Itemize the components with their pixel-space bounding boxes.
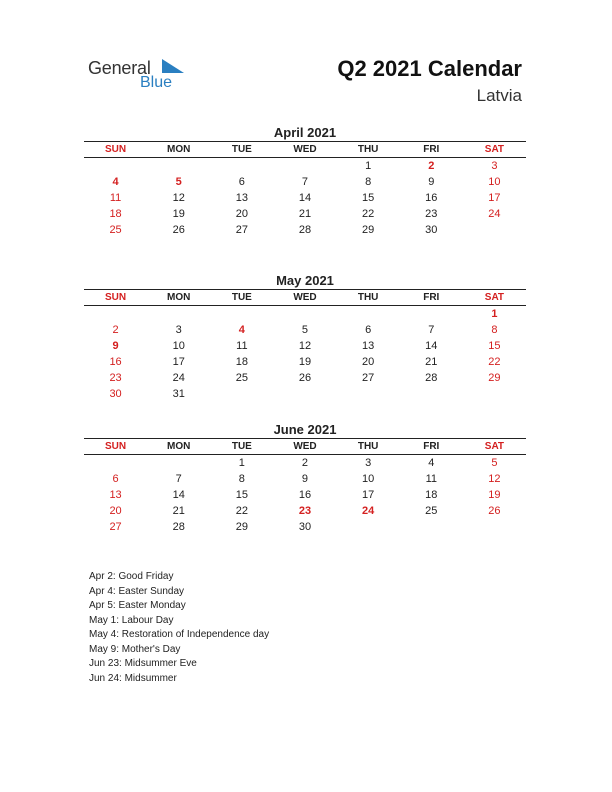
day-cell: 20 xyxy=(109,505,122,517)
day-cell: 25 xyxy=(235,372,248,384)
empty-day-cell xyxy=(337,306,400,323)
holiday-item: Jun 23: Midsummer Eve xyxy=(89,658,197,669)
weekday-header: SUN xyxy=(84,142,147,158)
empty-day-cell xyxy=(463,519,526,535)
day-cell: 18 xyxy=(109,208,122,220)
day-cell: 24 xyxy=(362,505,375,517)
weekday-header: SUN xyxy=(84,439,147,455)
day-cell: 21 xyxy=(425,356,438,368)
month-april xyxy=(84,125,526,238)
day-cell: 11 xyxy=(109,192,122,204)
empty-day-cell xyxy=(273,158,336,175)
weekday-header: FRI xyxy=(400,290,463,306)
day-cell: 25 xyxy=(425,505,438,517)
holiday-item: Apr 4: Easter Sunday xyxy=(89,585,185,597)
day-cell: 5 xyxy=(175,176,182,188)
day-cell: 7 xyxy=(428,324,435,336)
day-cell: 23 xyxy=(109,372,122,384)
weekday-header: MON xyxy=(147,439,210,455)
week-row xyxy=(84,306,526,323)
day-cell: 17 xyxy=(362,489,375,501)
day-cell: 19 xyxy=(298,356,312,368)
holiday-item: May 1: Labour Day xyxy=(89,614,174,626)
holiday-item: Apr 2: Good Friday xyxy=(89,571,174,582)
holiday-item: Apr 5: Easter Monday xyxy=(89,600,186,611)
day-cell: 18 xyxy=(425,489,438,501)
day-cell: 12 xyxy=(298,340,312,352)
day-cell: 22 xyxy=(235,505,248,517)
day-cell: 11 xyxy=(236,340,248,352)
day-cell: 22 xyxy=(488,356,501,368)
day-cell: 1 xyxy=(491,308,498,320)
day-cell: 3 xyxy=(491,160,498,172)
empty-day-cell xyxy=(463,386,526,402)
week-row xyxy=(84,158,526,175)
month-june xyxy=(84,422,526,535)
holiday-item: Jun 24: Midsummer xyxy=(89,672,177,684)
weekday-header: SAT xyxy=(463,142,526,158)
empty-day-cell xyxy=(147,455,210,472)
weekday-header: TUE xyxy=(210,439,273,455)
day-cell: 28 xyxy=(172,521,185,533)
logo xyxy=(88,56,198,96)
weekday-header: THU xyxy=(337,142,400,158)
weekday-header: SAT xyxy=(463,290,526,306)
day-cell: 29 xyxy=(235,521,248,533)
day-cell: 19 xyxy=(172,208,185,220)
empty-day-cell xyxy=(84,158,147,175)
day-cell: 27 xyxy=(109,521,122,533)
day-cell: 9 xyxy=(428,176,435,188)
empty-day-cell xyxy=(147,306,210,323)
day-cell: 30 xyxy=(425,224,438,236)
empty-day-cell xyxy=(210,158,273,175)
week-row xyxy=(84,503,526,519)
empty-day-cell xyxy=(84,306,147,323)
day-cell: 3 xyxy=(365,457,372,469)
day-cell: 10 xyxy=(362,473,375,485)
day-cell: 21 xyxy=(172,505,185,517)
day-cell: 15 xyxy=(362,192,375,204)
day-cell: 9 xyxy=(112,340,119,352)
empty-day-cell xyxy=(273,306,336,323)
day-cell: 27 xyxy=(362,372,375,384)
calendar-grid xyxy=(84,289,526,402)
day-cell: 5 xyxy=(491,457,498,469)
weekday-header: FRI xyxy=(400,142,463,158)
day-cell: 13 xyxy=(109,489,122,501)
empty-day-cell xyxy=(273,386,336,402)
weekday-header: WED xyxy=(273,142,336,158)
week-row xyxy=(84,370,526,386)
weekday-header: FRI xyxy=(400,439,463,455)
day-cell: 24 xyxy=(488,208,501,220)
day-cell: 23 xyxy=(298,505,312,517)
empty-day-cell xyxy=(400,386,463,402)
week-row xyxy=(84,190,526,206)
empty-day-cell xyxy=(84,455,147,472)
calendar-grid xyxy=(84,141,526,238)
day-cell: 30 xyxy=(109,388,122,400)
day-cell: 7 xyxy=(175,473,182,485)
day-cell: 26 xyxy=(298,372,312,384)
day-cell: 1 xyxy=(365,160,372,172)
empty-day-cell xyxy=(400,519,463,535)
week-row xyxy=(84,487,526,503)
day-cell: 10 xyxy=(488,176,501,188)
day-cell: 14 xyxy=(298,192,312,204)
day-cell: 28 xyxy=(425,372,438,384)
calendar-grid xyxy=(84,438,526,535)
day-cell: 13 xyxy=(362,340,375,352)
day-cell: 16 xyxy=(109,356,122,368)
day-cell: 1 xyxy=(238,457,245,469)
day-cell: 4 xyxy=(112,176,119,188)
empty-day-cell xyxy=(400,306,463,323)
day-cell: 2 xyxy=(301,457,309,469)
month-title: June 2021 xyxy=(273,422,337,437)
day-cell: 21 xyxy=(298,208,312,220)
logo-triangle-icon xyxy=(162,59,184,73)
week-row xyxy=(84,222,526,238)
day-cell: 3 xyxy=(175,324,182,336)
empty-day-cell xyxy=(210,386,273,402)
weekday-header: THU xyxy=(337,439,400,455)
day-cell: 8 xyxy=(491,324,498,336)
day-cell: 26 xyxy=(488,505,501,517)
weekday-header: SUN xyxy=(84,290,147,306)
empty-day-cell xyxy=(147,158,210,175)
holiday-list xyxy=(89,570,269,686)
month-may xyxy=(84,273,526,402)
week-row xyxy=(84,322,526,338)
day-cell: 20 xyxy=(362,356,375,368)
week-row xyxy=(84,471,526,487)
logo-blue-text: Blue xyxy=(140,74,173,91)
day-cell: 17 xyxy=(488,192,501,204)
day-cell: 17 xyxy=(172,356,185,368)
day-cell: 8 xyxy=(365,176,372,188)
day-cell: 26 xyxy=(172,224,185,236)
page-title: Q2 2021 Calendar xyxy=(337,56,522,81)
day-cell: 29 xyxy=(362,224,375,236)
empty-day-cell xyxy=(337,519,400,535)
week-row xyxy=(84,206,526,222)
weekday-header: TUE xyxy=(210,290,273,306)
day-cell: 16 xyxy=(298,489,312,501)
day-cell: 31 xyxy=(172,388,185,400)
day-cell: 12 xyxy=(488,473,501,485)
day-cell: 4 xyxy=(428,457,435,469)
month-title: May 2021 xyxy=(276,273,334,288)
day-cell: 10 xyxy=(172,340,185,352)
weekday-header: WED xyxy=(273,290,336,306)
day-cell: 15 xyxy=(488,340,501,352)
day-cell: 11 xyxy=(425,473,437,485)
day-cell: 30 xyxy=(298,521,312,533)
day-cell: 12 xyxy=(172,192,185,204)
day-cell: 7 xyxy=(301,176,309,188)
empty-day-cell xyxy=(463,222,526,238)
day-cell: 14 xyxy=(425,340,438,352)
day-cell: 2 xyxy=(112,324,119,336)
holiday-item: May 4: Restoration of Independence day xyxy=(89,629,270,640)
week-row xyxy=(84,455,526,472)
weekday-header: MON xyxy=(147,142,210,158)
week-row xyxy=(84,386,526,402)
week-row xyxy=(84,174,526,190)
weekday-header: MON xyxy=(147,290,210,306)
month-title: April 2021 xyxy=(273,125,337,140)
day-cell: 6 xyxy=(238,176,245,188)
week-row xyxy=(84,519,526,535)
week-row xyxy=(84,338,526,354)
country-name: Latvia xyxy=(476,86,522,105)
day-cell: 28 xyxy=(298,224,312,236)
day-cell: 20 xyxy=(235,208,248,220)
day-cell: 29 xyxy=(488,372,501,384)
day-cell: 9 xyxy=(301,473,309,485)
weekday-header: THU xyxy=(337,290,400,306)
day-cell: 23 xyxy=(425,208,438,220)
weekday-header: WED xyxy=(273,439,336,455)
day-cell: 22 xyxy=(362,208,375,220)
day-cell: 6 xyxy=(365,324,372,336)
day-cell: 24 xyxy=(172,372,185,384)
day-cell: 4 xyxy=(238,324,245,336)
day-cell: 15 xyxy=(235,489,248,501)
day-cell: 18 xyxy=(235,356,248,368)
day-cell: 8 xyxy=(238,473,245,485)
day-cell: 6 xyxy=(112,473,119,485)
empty-day-cell xyxy=(337,386,400,402)
day-cell: 25 xyxy=(109,224,122,236)
holiday-item: May 9: Mother's Day xyxy=(89,643,181,655)
day-cell: 5 xyxy=(301,324,309,336)
day-cell: 13 xyxy=(235,192,248,204)
empty-day-cell xyxy=(210,306,273,323)
day-cell: 27 xyxy=(235,224,248,236)
logo-general-text: General xyxy=(88,58,151,78)
weekday-header: TUE xyxy=(210,142,273,158)
day-cell: 16 xyxy=(425,192,438,204)
day-cell: 19 xyxy=(488,489,501,501)
week-row xyxy=(84,354,526,370)
day-cell: 2 xyxy=(428,160,435,172)
day-cell: 14 xyxy=(172,489,185,501)
weekday-header: SAT xyxy=(463,439,526,455)
